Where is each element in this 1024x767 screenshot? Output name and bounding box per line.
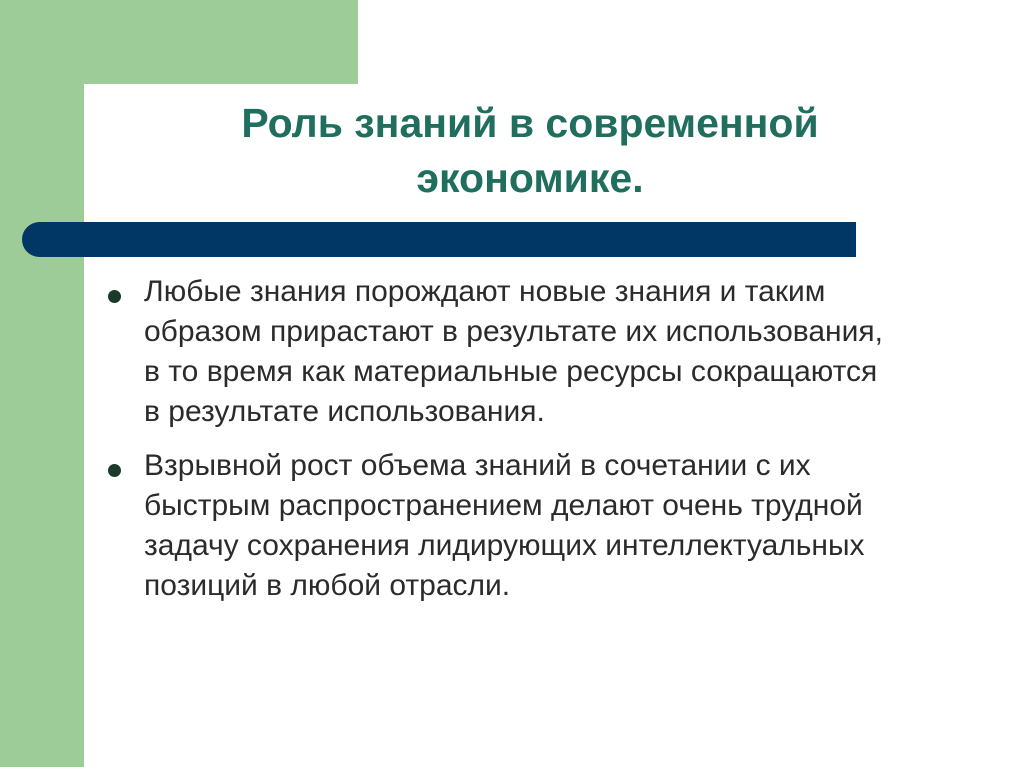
bullet-dot-icon: [108, 290, 121, 303]
slide-title: [150, 96, 910, 206]
bullet-item: [100, 272, 900, 432]
bullet-text: Взрывной рост объема знаний в сочетании с их быстрым распространением делают очень трудной задачу сохранения лидирующих интеллектуальных позиций в любой отрасли.: [144, 449, 865, 602]
bullet-list: [100, 272, 900, 620]
slide-title-line-2: экономике.: [416, 155, 644, 201]
decorative-frame-left: [0, 0, 84, 767]
bullet-dot-icon: [108, 464, 121, 477]
title-underline-bar: [22, 222, 856, 257]
slide-title-line-1: Роль знаний в современной: [241, 100, 819, 146]
bullet-item: [100, 446, 900, 606]
bullet-text: Любые знания порождают новые знания и таким образом прирастают в результате их использования, в то время как материальные ресурсы сокращаются в результате использования.: [144, 275, 883, 428]
